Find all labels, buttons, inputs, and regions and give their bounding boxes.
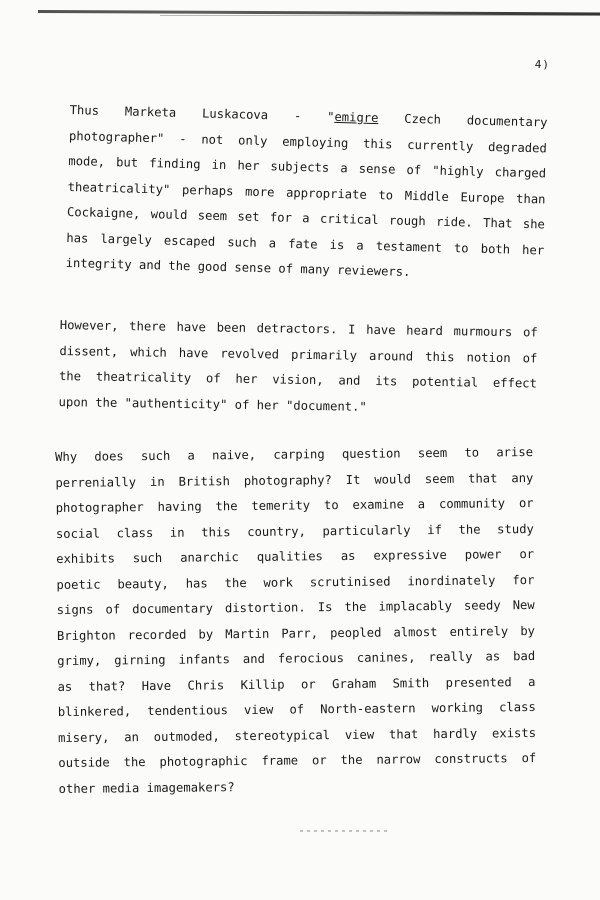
- word: has: [66, 230, 89, 246]
- word: degraded: [487, 139, 547, 155]
- word: have: [366, 322, 396, 338]
- word: such: [132, 550, 163, 566]
- word: in: [169, 525, 185, 540]
- word: Middle: [404, 188, 450, 204]
- word: I: [348, 322, 356, 337]
- word: ride.: [435, 214, 473, 230]
- word: her: [256, 397, 279, 412]
- word: more: [244, 184, 275, 199]
- word: heard: [406, 323, 444, 339]
- word: country,: [247, 523, 306, 539]
- word: grimy,: [57, 653, 102, 668]
- word: appropriate: [285, 185, 367, 202]
- word: Killip: [240, 677, 285, 692]
- word: or: [519, 546, 535, 562]
- word: a: [268, 235, 277, 250]
- word: almost: [393, 624, 438, 639]
- word: would: [374, 471, 412, 487]
- word: for: [269, 210, 293, 225]
- word: hardly: [433, 726, 478, 741]
- word: to: [453, 240, 469, 255]
- word: by: [198, 626, 214, 642]
- word: That: [482, 215, 513, 231]
- word: Marketa: [124, 104, 177, 120]
- word: girning: [114, 652, 166, 668]
- word: really: [428, 649, 473, 665]
- word: any: [511, 470, 534, 485]
- word: to: [464, 445, 480, 460]
- word: integrity: [65, 255, 132, 272]
- word: good: [197, 259, 228, 275]
- word: Brighton: [56, 627, 116, 643]
- word: testament: [375, 238, 443, 255]
- word: misery,: [57, 729, 110, 745]
- word: is: [329, 237, 345, 252]
- word: sense: [358, 161, 396, 177]
- word: Why: [55, 449, 78, 464]
- word: primarily: [290, 347, 358, 363]
- word: as: [57, 679, 73, 694]
- word: exists: [491, 725, 537, 740]
- word: currently: [407, 137, 474, 154]
- word: rough: [388, 213, 426, 229]
- word: beauty,: [117, 576, 169, 591]
- word: in: [211, 157, 227, 173]
- word: detractors.: [256, 321, 338, 337]
- word: of: [522, 325, 538, 340]
- word: or: [311, 753, 327, 768]
- word: documentary: [132, 601, 213, 617]
- word: of: [521, 750, 537, 766]
- word: temerity: [251, 498, 311, 513]
- word: murmours: [453, 324, 513, 340]
- word: Is: [317, 600, 333, 615]
- scan-edge-artifact-secondary: [160, 15, 600, 16]
- word: study: [497, 521, 534, 536]
- word: power: [464, 547, 502, 562]
- word: -: [179, 131, 187, 146]
- word: entirely: [449, 623, 509, 639]
- word: Smith: [392, 675, 430, 690]
- word: charged: [494, 165, 547, 181]
- word: exhibits: [56, 551, 115, 566]
- text-line: [58, 771, 536, 802]
- word: However,: [59, 317, 119, 333]
- word: naive,: [211, 447, 257, 463]
- word: both: [480, 241, 511, 257]
- word: mode,: [68, 153, 106, 169]
- text-line: [58, 746, 536, 777]
- word: qualities: [256, 549, 323, 564]
- word: around: [368, 348, 414, 364]
- word: an: [124, 729, 140, 744]
- word: -: [293, 108, 302, 124]
- word: revolved: [220, 346, 280, 361]
- word: her: [521, 242, 545, 257]
- word: North-eastern: [320, 701, 416, 717]
- word: photographic: [159, 754, 248, 769]
- word: potential: [411, 374, 479, 390]
- word: anarchic: [180, 550, 239, 565]
- word: a: [527, 674, 536, 689]
- word: its: [375, 373, 398, 389]
- word: Graham: [332, 676, 377, 691]
- word: effect: [492, 375, 538, 391]
- word: the: [224, 575, 247, 590]
- word: expressive: [373, 547, 447, 563]
- word: outside: [58, 755, 110, 770]
- word: set: [237, 209, 260, 224]
- word: perhaps: [181, 182, 234, 198]
- paragraph-1: [65, 98, 548, 289]
- word: been: [216, 320, 247, 335]
- word: peopled: [329, 625, 382, 640]
- word: view: [243, 702, 274, 718]
- word: of: [105, 602, 121, 617]
- word: Czech: [404, 111, 442, 127]
- word: finding: [149, 156, 201, 172]
- word: does: [94, 449, 124, 464]
- word: of: [234, 397, 250, 412]
- word: such: [227, 234, 257, 250]
- word: vision,: [272, 372, 324, 388]
- word: question: [341, 446, 401, 461]
- word: particularly: [322, 522, 411, 538]
- word: social: [55, 526, 101, 541]
- word: Europe: [460, 189, 505, 205]
- word: or: [300, 676, 316, 691]
- word: It: [345, 472, 361, 487]
- word: class: [498, 699, 536, 715]
- word: that: [467, 470, 498, 486]
- word: a: [302, 211, 310, 226]
- word: of: [406, 162, 422, 178]
- word: subjects: [270, 159, 330, 175]
- word: or: [518, 495, 534, 511]
- word: of: [522, 350, 538, 366]
- word: a: [340, 161, 348, 176]
- word: there: [129, 319, 167, 334]
- word: only: [237, 132, 268, 148]
- word: examine: [352, 497, 404, 512]
- word: a: [187, 448, 195, 463]
- word: notion: [466, 349, 511, 365]
- word: and: [138, 257, 162, 273]
- word: "document.": [285, 398, 367, 414]
- word: such: [140, 448, 171, 464]
- word: infants: [178, 652, 231, 667]
- word: would: [150, 207, 188, 223]
- word: arise: [496, 444, 534, 460]
- word: photographer: [55, 500, 144, 515]
- word: as: [485, 649, 501, 664]
- word: the: [95, 395, 118, 410]
- word: reviewers.: [336, 263, 411, 279]
- page-number: 4): [534, 58, 550, 71]
- word: the: [344, 599, 367, 614]
- word: imagemakers?: [146, 779, 235, 795]
- word: of: [205, 371, 221, 386]
- word: for: [512, 572, 535, 587]
- word: poetic: [56, 577, 101, 592]
- scan-smudge-artifact: [300, 830, 390, 832]
- word: seem: [417, 445, 448, 461]
- word: she: [522, 216, 546, 232]
- word: view: [344, 727, 375, 742]
- word: Have: [141, 678, 172, 693]
- word: the: [340, 752, 363, 768]
- word: upon: [58, 394, 89, 409]
- paragraph-2: [58, 313, 538, 422]
- word: has: [185, 575, 208, 591]
- word: escaped: [163, 233, 216, 249]
- word: the: [168, 258, 191, 274]
- word: sense: [234, 260, 272, 276]
- word: carping: [273, 447, 325, 462]
- word: seem: [424, 471, 455, 486]
- word: photography?: [243, 472, 332, 488]
- word: Luskacova: [201, 106, 269, 123]
- word: her: [237, 158, 260, 173]
- word: as: [340, 548, 356, 564]
- word: the: [58, 368, 82, 384]
- word: dissent,: [59, 343, 119, 359]
- word: canines,: [356, 650, 416, 665]
- word: of: [289, 702, 305, 717]
- word: perrenially: [55, 474, 137, 490]
- word: and: [338, 373, 361, 388]
- word: community: [438, 496, 506, 511]
- word: stereotypical: [234, 727, 331, 743]
- word: many: [300, 262, 330, 277]
- word: this: [362, 136, 393, 151]
- word: to: [378, 187, 394, 202]
- word: theatricality": [67, 179, 171, 197]
- word: narrow: [376, 752, 421, 767]
- word: seedy: [463, 598, 501, 613]
- word: largely: [100, 231, 152, 247]
- word: photographer": [68, 128, 165, 145]
- text-line: [56, 516, 534, 547]
- word: a: [417, 497, 426, 512]
- word: media: [102, 780, 140, 796]
- word: tendentious: [147, 703, 229, 719]
- word: to: [323, 498, 339, 513]
- word: the: [458, 522, 481, 537]
- word: other: [58, 781, 96, 796]
- word: theatricality: [95, 369, 192, 386]
- word: work: [263, 575, 293, 590]
- word: the: [215, 499, 238, 514]
- word: critical: [319, 211, 379, 228]
- word: "authenticity": [124, 395, 228, 412]
- word: Chris: [187, 677, 225, 693]
- word: constructs: [434, 751, 508, 767]
- word: which: [130, 344, 167, 360]
- word: of: [278, 261, 294, 276]
- word: implacably: [378, 598, 452, 614]
- word: recorded: [127, 627, 187, 642]
- word: employing: [282, 134, 349, 150]
- word: having: [157, 499, 202, 514]
- paragraph-3: [55, 440, 537, 802]
- word: not: [201, 131, 224, 147]
- word: documentary: [466, 113, 548, 130]
- word: distortion.: [224, 600, 306, 616]
- word: her: [235, 371, 258, 387]
- word: bad: [513, 648, 536, 664]
- word: Martin: [225, 626, 270, 641]
- word: inordinately: [407, 572, 496, 588]
- word: presented: [445, 674, 512, 690]
- word: fate: [288, 236, 318, 252]
- word: Thus: [69, 102, 100, 118]
- word: outmoded,: [153, 728, 220, 744]
- word: in: [149, 474, 165, 489]
- word: that: [388, 726, 419, 742]
- word: the: [123, 755, 146, 770]
- word: have: [176, 319, 207, 335]
- word: this: [201, 524, 231, 539]
- word: frame: [261, 753, 299, 768]
- word: scrutinised: [309, 573, 391, 589]
- word: have: [178, 345, 209, 360]
- word: but: [115, 155, 139, 170]
- word: Parr,: [281, 625, 319, 641]
- word: seem: [197, 208, 228, 224]
- word: "emigre: [326, 109, 379, 126]
- word: "highly: [432, 163, 484, 179]
- word: British: [178, 473, 230, 489]
- word: than: [515, 191, 546, 206]
- word: signs: [56, 602, 94, 617]
- word: and: [242, 651, 265, 667]
- word: Cockaigne,: [66, 204, 141, 221]
- word: by: [520, 623, 536, 638]
- word: if: [427, 522, 442, 537]
- word: a: [356, 238, 364, 253]
- word: New: [512, 597, 535, 613]
- word: working: [431, 700, 484, 716]
- word: blinkered,: [57, 704, 132, 719]
- word: class: [116, 525, 154, 540]
- word: that?: [88, 678, 126, 694]
- word: ferocious: [277, 650, 344, 666]
- word: this: [425, 349, 455, 364]
